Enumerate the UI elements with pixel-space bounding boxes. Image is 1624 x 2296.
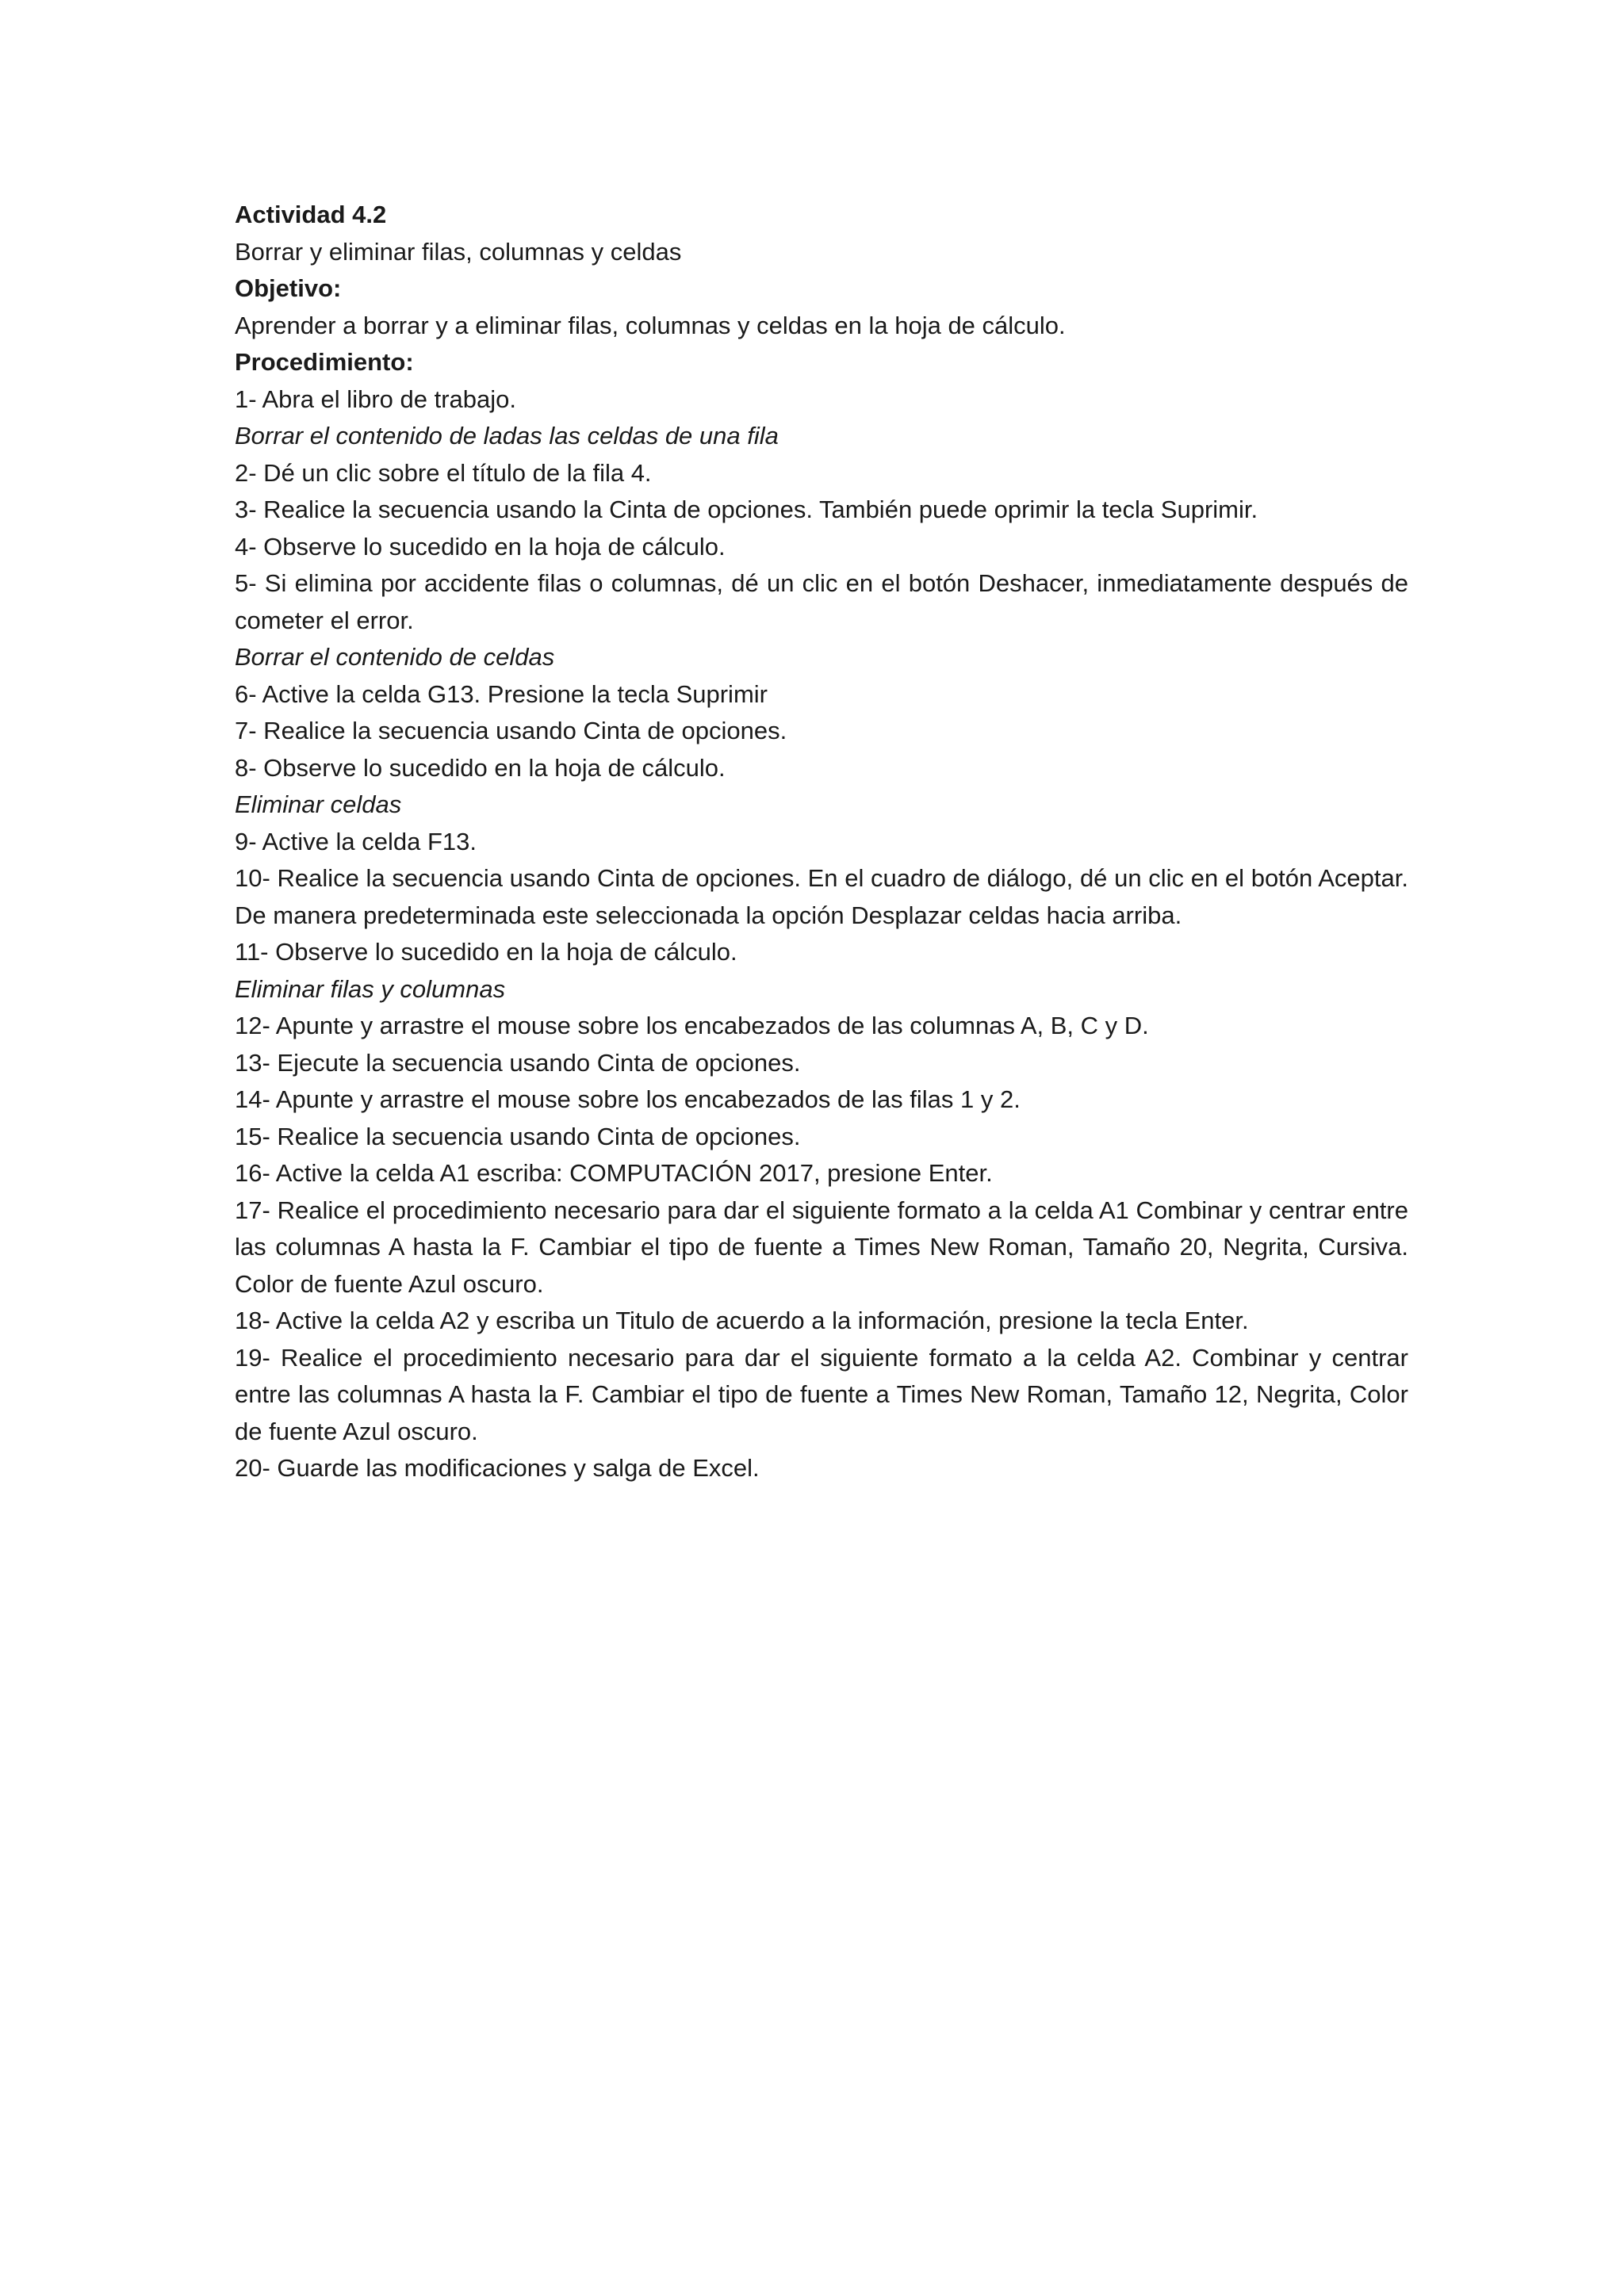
objective-text: Aprender a borrar y a eliminar filas, columnas y celdas en la hoja de cálculo. (235, 311, 1066, 339)
step-11: 11- Observe lo sucedido en la hoja de cálculo. (235, 938, 737, 966)
step-4: 4- Observe lo sucedido en la hoja de cálculo. (235, 532, 726, 561)
procedure-heading: Procedimiento: (235, 348, 414, 376)
step-2: 2- Dé un clic sobre el título de la fila 4. (235, 458, 652, 487)
section-heading-clear-row: Borrar el contenido de ladas las celdas de una fila (235, 422, 779, 450)
step-20: 20- Guarde las modificaciones y salga de Excel. (235, 1454, 760, 1482)
step-18: 18- Active la celda A2 y escriba un Titulo de acuerdo a la información, presione la tecla Enter. (235, 1307, 1249, 1334)
section-heading-clear-cells: Borrar el contenido de celdas (235, 643, 555, 671)
step-15: 15- Realice la secuencia usando Cinta de opciones. (235, 1122, 801, 1150)
step-5: 5- Si elimina por accidente filas o columnas, dé un clic en el botón Deshacer, inmediatamente después de cometer el error. (235, 569, 1408, 634)
step-9: 9- Active la celda F13. (235, 827, 477, 855)
step-14: 14- Apunte y arrastre el mouse sobre los encabezados de las filas 1 y 2. (235, 1085, 1021, 1113)
step-6: 6- Active la celda G13. Presione la tecla Suprimir (235, 679, 768, 708)
step-10: 10- Realice la secuencia usando Cinta de opciones. En el cuadro de diálogo, dé un clic en el botón Aceptar. De manera predeterminada este seleccionada la opción Desplazar celdas hacia arriba. (235, 864, 1408, 929)
step-17: 17- Realice el procedimiento necesario para dar el siguiente formato a la celda A1 Combinar y centrar entre las columnas A hasta la F. Cambiar el tipo de fuente a Times New Roman, Tamaño 20, Negrita, Cursiva. Color de fuente Azul oscuro. (235, 1196, 1408, 1298)
step-1: 1- Abra el libro de trabajo. (235, 385, 516, 413)
objective-heading: Objetivo: (235, 274, 342, 302)
step-19: 19- Realice el procedimiento necesario para dar el siguiente formato a la celda A2. Combinar y centrar entre las columnas A hasta la F. Cambiar el tipo de fuente a Times New Roman, Tamaño 12, Negrita, Color de fuente Azul oscuro. (235, 1343, 1408, 1445)
step-13: 13- Ejecute la secuencia usando Cinta de opciones. (235, 1048, 801, 1077)
activity-title: Actividad 4.2 (235, 201, 387, 228)
activity-subtitle: Borrar y eliminar filas, columnas y celdas (235, 237, 682, 266)
step-7: 7- Realice la secuencia usando Cinta de opciones. (235, 717, 787, 744)
step-12: 12- Apunte y arrastre el mouse sobre los encabezados de las columnas A, B, C y D. (235, 1012, 1149, 1039)
step-8: 8- Observe lo sucedido en la hoja de cálculo. (235, 753, 726, 782)
step-16: 16- Active la celda A1 escriba: COMPUTACIÓN 2017, presione Enter. (235, 1159, 993, 1187)
section-heading-delete-rows-columns: Eliminar filas y columnas (235, 974, 506, 1003)
step-3: 3- Realice la secuencia usando la Cinta de opciones. También puede oprimir la tecla Suprimir. (235, 496, 1258, 523)
section-heading-delete-cells: Eliminar celdas (235, 790, 402, 818)
document-body (235, 197, 1408, 1487)
